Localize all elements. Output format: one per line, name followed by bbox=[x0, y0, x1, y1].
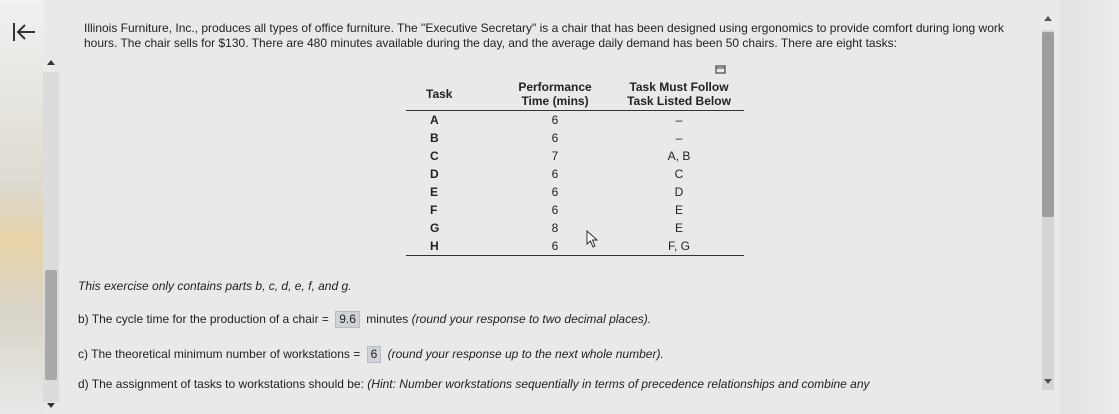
part-b-unit: minutes bbox=[366, 312, 409, 326]
task-id: C bbox=[430, 149, 439, 163]
scroll-thumb[interactable] bbox=[1042, 32, 1054, 217]
task-time: 6 bbox=[551, 185, 559, 199]
task-id: F bbox=[430, 203, 438, 217]
header-prec-line1: Task Must Follow bbox=[629, 80, 729, 94]
table-header-row bbox=[406, 78, 744, 111]
part-c-question: c) The theoretical minimum number of workstations = bbox=[78, 347, 361, 361]
scroll-down-icon[interactable] bbox=[1044, 379, 1052, 384]
task-id: D bbox=[430, 167, 439, 181]
table-row bbox=[406, 219, 744, 237]
task-id: B bbox=[430, 131, 439, 145]
part-c-hint: (round your response up to the next whole number). bbox=[387, 347, 664, 361]
right-margin-background bbox=[1060, 0, 1119, 414]
scroll-thumb[interactable] bbox=[45, 270, 57, 380]
part-b bbox=[78, 311, 651, 328]
task-id: H bbox=[430, 239, 439, 253]
part-b-question: b) The cycle time for the production of a chair = bbox=[78, 312, 329, 326]
table-row bbox=[406, 111, 744, 130]
task-time: 8 bbox=[551, 221, 559, 235]
header-task: Task bbox=[426, 87, 453, 101]
task-table bbox=[406, 78, 744, 256]
cycle-time-answer[interactable]: 9.6 bbox=[335, 311, 360, 328]
left-scrollbar[interactable] bbox=[43, 60, 59, 414]
task-predecessor: E bbox=[674, 203, 683, 217]
left-panel-background bbox=[0, 0, 44, 414]
table-row bbox=[406, 183, 744, 201]
right-scrollbar[interactable] bbox=[1037, 12, 1059, 392]
header-prec-line2: Task Listed Below bbox=[627, 94, 731, 108]
task-id: G bbox=[430, 221, 440, 235]
part-b-hint: (round your response to two decimal places). bbox=[411, 312, 652, 326]
header-time-line1: Performance bbox=[518, 80, 592, 94]
task-predecessor: D bbox=[674, 185, 684, 199]
task-id: A bbox=[430, 113, 439, 127]
table-row bbox=[406, 147, 744, 165]
task-predecessor: C bbox=[674, 167, 684, 181]
expand-table-icon[interactable] bbox=[715, 65, 727, 75]
table-row bbox=[406, 201, 744, 219]
table-row bbox=[406, 237, 744, 256]
problem-intro: Illinois Furniture, Inc., produces all types of office furniture. The "Executive Secretary" is a chair that has been designed using ergonomics to provide comfort during long work hours. The chair sells for $130. There are 480 minutes available during the day, and the average daily demand has been 50 chairs. There are eight tasks: bbox=[84, 21, 1004, 50]
task-time: 7 bbox=[551, 149, 559, 163]
task-predecessor: – bbox=[675, 113, 683, 127]
task-time: 6 bbox=[551, 203, 559, 217]
part-d-hint: (Hint: Number workstations sequentially in terms of precedence relationships and combine any bbox=[367, 377, 870, 391]
task-predecessor: A, B bbox=[667, 149, 691, 163]
part-d bbox=[78, 377, 870, 391]
header-performance-time bbox=[496, 78, 614, 111]
task-predecessor: E bbox=[674, 221, 683, 235]
scroll-down-icon[interactable] bbox=[47, 403, 55, 408]
back-button[interactable] bbox=[6, 14, 42, 50]
mouse-pointer-icon bbox=[586, 230, 600, 248]
part-c bbox=[78, 346, 664, 363]
scroll-up-icon[interactable] bbox=[47, 60, 55, 65]
task-predecessor: – bbox=[675, 131, 683, 145]
exercise-note: This exercise only contains parts b, c, d, e, f, and g. bbox=[78, 279, 352, 293]
table-row bbox=[406, 129, 744, 147]
header-time-line2: Time (mins) bbox=[521, 94, 589, 108]
task-time: 6 bbox=[551, 167, 559, 181]
part-d-question: d) The assignment of tasks to workstations should be: bbox=[78, 377, 364, 391]
task-id: E bbox=[430, 185, 439, 199]
scroll-up-icon[interactable] bbox=[1044, 16, 1052, 21]
task-predecessor: F, G bbox=[667, 239, 690, 253]
table-row bbox=[406, 165, 744, 183]
task-time: 6 bbox=[551, 239, 559, 253]
task-time: 6 bbox=[551, 113, 559, 127]
back-to-start-icon bbox=[11, 21, 37, 43]
min-workstations-answer[interactable]: 6 bbox=[367, 346, 382, 363]
header-precedence bbox=[614, 78, 744, 111]
task-time: 6 bbox=[551, 131, 559, 145]
